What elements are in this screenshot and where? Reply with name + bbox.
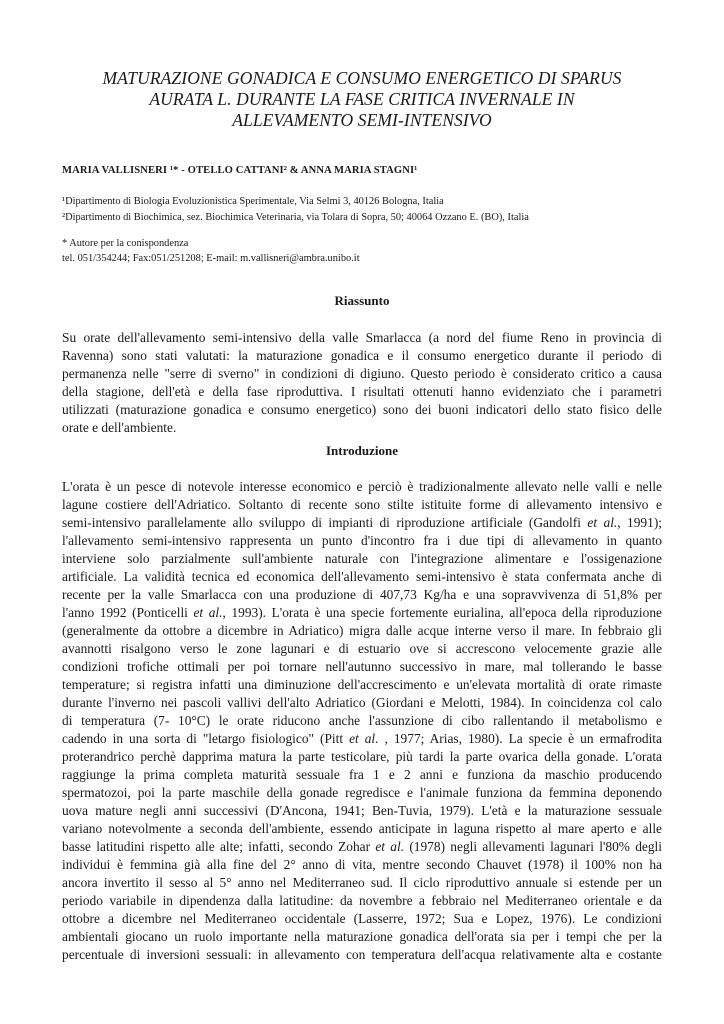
text-line: avannotti risalgono verso le zone lagunari e di estuario ove si accrescono velocemente grazie alle <box>62 641 662 656</box>
text-line: artificiale. La validità tecnica ed economica dell'allevamento semi-intensivo è stata confermata anche di <box>62 569 662 584</box>
text-line: lagune costiere dell'Adriatico. Soltanto di recente sono stilte istituite forme di allevamento intensivo e <box>62 497 662 512</box>
correspondence <box>62 236 662 266</box>
text-line: raggiunge la prima completa maturità sessuale fra 1 e 2 anni e funziona da maschio producendo <box>62 767 662 782</box>
text-line: durante l'inverno nei pascoli vallivi dell'alto Adriatico (Giordani e Melotti, 1984). In coincidenza col calo <box>62 695 662 710</box>
affiliations <box>62 194 662 226</box>
affiliation-2: ²Dipartimento di Biochimica, sez. Biochimica Veterinaria, via Tolara di Sopra, 50; 40064 Ozzano E. (BO), Italia <box>62 212 529 223</box>
text-line: interviene solo parzialmente sull'ambiente naturale con l'integrazione alimentare e l'ossigenazione <box>62 551 662 566</box>
paper-title <box>62 68 662 131</box>
text-line: spermatozoi, poi la parte maschile della gonade regredisce e l'animale funziona da femmina deponendo <box>62 785 662 800</box>
text-line: proterandrico perchè dapprima matura la parte testicolare, più tardi la parte ovarica della gonade. L'orata <box>62 749 662 764</box>
text-line: uova mature negli anni successivi (D'Ancona, 1941; Ben-Tuvia, 1979). L'età e la maturazione sessuale <box>62 803 662 818</box>
text-line: della stagione, dell'età e della fase riproduttiva. I risultati ottenuti hanno evidenziato che i parametri <box>62 384 662 399</box>
text-line: l'allevamento semi-intensivo rappresenta un punto d'incontro fra i due tipi di allevamento in quanto <box>62 533 662 548</box>
introduction-paragraph <box>62 478 662 964</box>
title-line: ALLEVAMENTO SEMI-INTENSIVO <box>232 110 492 130</box>
text-line: orate e dell'ambiente. <box>62 420 177 435</box>
correspondence-contact: tel. 051/354244; Fax:051/251208; E-mail: m.vallisneri@ambra.unibo.it <box>62 253 360 264</box>
text-line: cadendo in una sorta di "letargo fisiologico" (Pitt et al. , 1977; Arias, 1980). La specie è un ermafrodita <box>62 731 662 746</box>
correspondence-note: * Autore per la conispondenza <box>62 238 189 249</box>
text-line: (generalmente da ottobre a dicembre in Adriatico) migra dalle acque interne verso il mare. In febbraio gli <box>62 623 662 638</box>
affiliation-1: ¹Dipartimento di Biologia Evoluzionistica Sperimentale, Via Selmi 3, 40126 Bologna, Italia <box>62 196 444 207</box>
title-line: MATURAZIONE GONADICA E CONSUMO ENERGETICO DI SPARUS <box>102 68 622 88</box>
text-line: ancora invertito il sesso al 5° anno nel Mediterraneo sud. Il ciclo riproduttivo annuale si estende per un <box>62 875 662 890</box>
text-line: temperature; si registra infatti una diminuzione dell'accrescimento e un'elevata mortalità di orate rimaste <box>62 677 662 692</box>
title-line: AURATA L. DURANTE LA FASE CRITICA INVERNALE IN <box>149 89 575 109</box>
text-line: l'anno 1992 (Ponticelli et al., 1993). L'orata è una specie fortemente eurialina, all'epoca della riproduzione <box>62 605 662 620</box>
text-line: Su orate dell'allevamento semi-intensivo della valle Smarlacca (a nord del fiume Reno in provincia di <box>62 330 662 345</box>
text-line: Ravenna) sono stati valutati: la maturazione gonadica e il consumo energetico durante il periodo di <box>62 348 662 363</box>
introduction-heading: Introduzione <box>326 443 398 458</box>
text-line: utilizzati (maturazione gonadica e consumo energetico) sono dei buoni indicatori dello stato fisico delle <box>62 402 662 417</box>
text-line: recente per la valle Smarlacca con una produzione di 407,73 Kg/ha e una sopravvivenza di 51,8% per <box>62 587 662 602</box>
abstract-heading: Riassunto <box>334 293 390 308</box>
text-line: permanenza nelle "serre di sverno" in condizioni di digiuno. Questo periodo è considerato critico a causa <box>62 366 662 381</box>
text-line: semi-intensivo parallelamente allo sviluppo di impianti di riproduzione artificiale (Gandolfi et al., 1991); <box>62 515 663 530</box>
text-line: L'orata è un pesce di notevole interesse economico e perciò è tradizionalmente allevato nelle valli e nelle <box>62 479 662 494</box>
text-line: ambientali giocano un ruolo importante nella maturazione gonadica dell'orata sia per i tempi che per la <box>62 929 662 944</box>
text-line: variano notevolmente a seconda dell'ambiente, essendo anticipate in laguna rispetto al mare aperto e alle <box>62 821 662 836</box>
author-list: MARIA VALLISNERI ¹* - OTELLO CATTANI² & ANNA MARIA STAGNI¹ <box>62 165 418 176</box>
text-line: basse latitudini rispetto alle alte; infatti, secondo Zohar et al. (1978) negli allevamenti lagunari l'80% degli <box>62 839 662 854</box>
abstract-paragraph <box>62 329 662 437</box>
text-line: percentuale di inversioni sessuali: in allevamento con temperatura dell'acqua relativamente alta e costante <box>62 947 662 962</box>
text-line: condizioni trofiche ottimali per poi tornare nell'autunno successivo in mare, mal tollerando le basse <box>62 659 662 674</box>
text-line: di temperatura (7- 10°C) le orate riducono anche l'assunzione di cibo rallentando il metabolismo e <box>62 713 662 728</box>
text-line: periodo variabile in dipendenza dalla latitudine: da novembre a febbraio nel Mediterraneo orientale e da <box>62 893 662 908</box>
text-line: individui è femmina già alla fine del 2° anno di vita, mentre secondo Chauvet (1978) il 100% non ha <box>62 857 662 872</box>
text-line: ottobre a dicembre nel Mediterraneo occidentale (Lasserre, 1972; Sua e Lopez, 1976). Le condizioni <box>62 911 662 926</box>
